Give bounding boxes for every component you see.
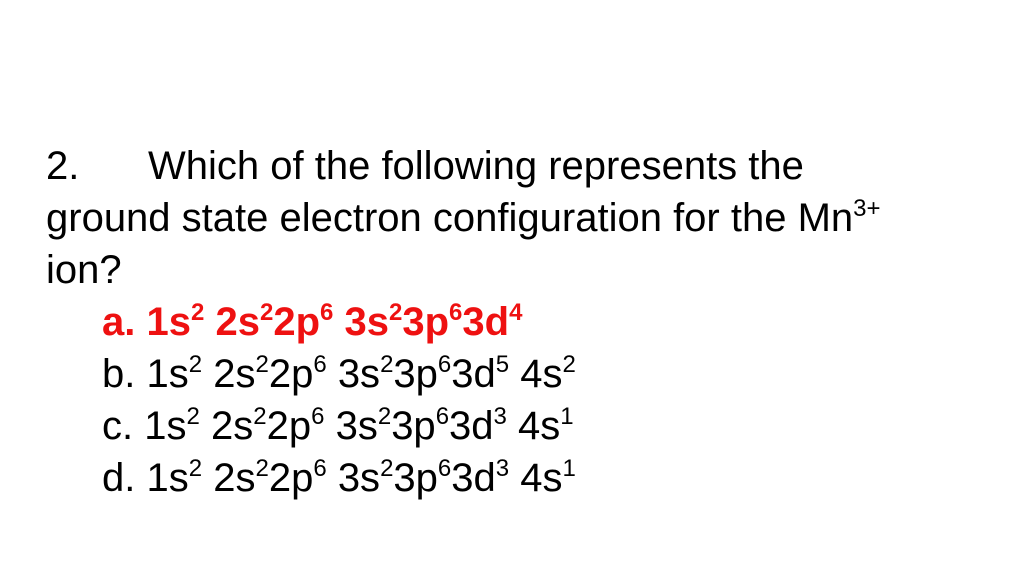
orbital-term: 3d — [451, 352, 496, 396]
orbital-exponent: 2 — [380, 455, 394, 482]
orbital-exponent: 6 — [311, 403, 325, 430]
orbital-exponent: 2 — [253, 403, 267, 430]
orbital-exponent: 2 — [188, 455, 203, 482]
question-text-line-2: ground state electron configuration for the Mn — [46, 196, 854, 240]
orbital-term: 3d — [462, 300, 510, 344]
option-label: b. — [102, 352, 136, 396]
answer-options — [46, 296, 1006, 504]
orbital-term: 2s — [213, 352, 256, 396]
orbital-term: 3s — [344, 300, 389, 344]
question-text-line-1: Which of the following represents the — [148, 144, 804, 188]
answer-option-c — [46, 400, 1006, 452]
orbital-exponent: 2 — [389, 299, 403, 326]
orbital-exponent: 2 — [255, 455, 269, 482]
orbital-term: 3s — [337, 352, 381, 396]
question-number: 2. — [46, 144, 80, 188]
orbital-exponent: 2 — [186, 403, 200, 430]
orbital-term: 4s — [520, 352, 563, 396]
orbital-term: 3p — [402, 300, 450, 344]
option-label: a. — [102, 300, 136, 344]
orbital-exponent: 3 — [493, 403, 507, 430]
orbital-exponent: 1 — [560, 403, 574, 430]
orbital-term: 2s — [213, 456, 256, 500]
orbital-exponent: 5 — [495, 351, 510, 378]
orbital-term: 1s — [146, 300, 191, 344]
orbital-term: 2s — [210, 404, 254, 448]
orbital-exponent: 2 — [259, 299, 274, 326]
orbital-exponent: 6 — [435, 403, 450, 430]
option-label: c. — [102, 404, 134, 448]
orbital-term: 3d — [451, 456, 496, 500]
orbital-exponent: 3 — [495, 455, 510, 482]
option-label: d. — [102, 456, 136, 500]
orbital-term: 2s — [215, 300, 260, 344]
orbital-exponent: 6 — [313, 455, 327, 482]
orbital-exponent: 2 — [255, 351, 269, 378]
orbital-term: 1s — [144, 404, 187, 448]
orbital-term: 4s — [520, 456, 563, 500]
orbital-exponent: 2 — [562, 351, 576, 378]
ion-charge: 3+ — [853, 195, 881, 222]
orbital-term: 4s — [518, 404, 561, 448]
orbital-exponent: 6 — [313, 351, 327, 378]
orbital-exponent: 1 — [562, 455, 576, 482]
orbital-term: 3p — [391, 404, 436, 448]
orbital-exponent: 6 — [320, 299, 334, 326]
question-line-3 — [46, 244, 1006, 296]
question-slide — [46, 140, 1006, 504]
orbital-exponent: 2 — [190, 299, 205, 326]
answer-option-b — [46, 348, 1006, 400]
orbital-term: 3d — [449, 404, 494, 448]
orbital-term: 2p — [273, 300, 321, 344]
orbital-term: 3s — [337, 456, 381, 500]
orbital-exponent: 6 — [437, 351, 452, 378]
orbital-term: 3s — [335, 404, 378, 448]
orbital-exponent: 6 — [437, 455, 452, 482]
answer-option-d — [46, 452, 1006, 504]
question-text-line-3: ion? — [46, 248, 122, 292]
question-line-2 — [46, 192, 1006, 244]
orbital-exponent: 2 — [377, 403, 392, 430]
question-line-1 — [46, 140, 1006, 192]
orbital-term: 1s — [146, 456, 189, 500]
orbital-term: 3p — [393, 352, 438, 396]
answer-option-a — [46, 296, 1006, 348]
orbital-exponent: 6 — [449, 299, 463, 326]
orbital-exponent: 2 — [380, 351, 394, 378]
orbital-term: 2p — [268, 352, 314, 396]
orbital-exponent: 4 — [509, 299, 523, 326]
orbital-exponent: 2 — [188, 351, 203, 378]
orbital-term: 3p — [393, 456, 438, 500]
orbital-term: 1s — [146, 352, 189, 396]
orbital-term: 2p — [266, 404, 312, 448]
orbital-term: 2p — [268, 456, 314, 500]
